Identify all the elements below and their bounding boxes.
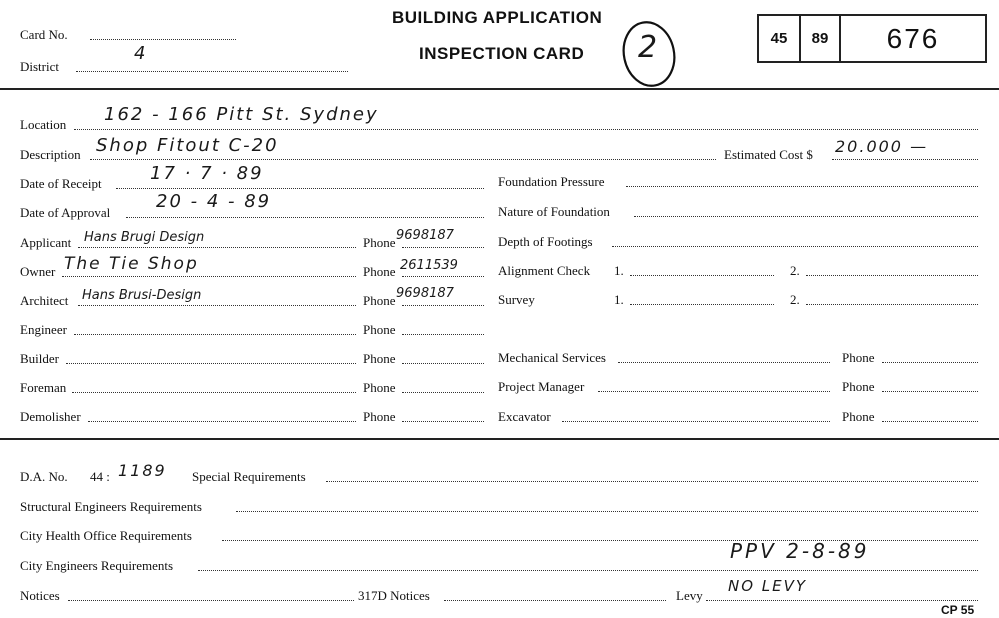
builder-phone-line: [402, 363, 484, 364]
excavator-line: [562, 421, 830, 422]
applicant-label: Applicant: [20, 235, 72, 250]
card-number-box: [757, 14, 987, 63]
title-line-2: INSPECTION CARD: [419, 44, 585, 63]
excavator-phone-label: Phone: [842, 409, 875, 424]
mechanical-services-line: [618, 362, 830, 363]
foreman-phone-label: Phone: [363, 380, 396, 395]
engineer-label: Engineer: [20, 322, 67, 337]
foreman-line: [72, 392, 356, 393]
applicant-phone-label: Phone: [363, 235, 396, 250]
owner-line: [62, 276, 356, 277]
applicant-phone-value: 9698187: [396, 228, 454, 243]
city-engineers-value: PPV 2-8-89: [730, 539, 870, 563]
notices-label: Notices: [20, 588, 60, 603]
structural-engineers-label: Structural Engineers Requirements: [20, 499, 202, 514]
location-label: Location: [20, 117, 67, 132]
applicant-value: Hans Brugi Design: [84, 230, 205, 245]
special-requirements-label: Special Requirements: [192, 469, 306, 484]
date-of-receipt-label: Date of Receipt: [20, 176, 102, 191]
card-number-part-1: 45: [770, 30, 788, 47]
card-number-part-3: 676: [886, 22, 940, 54]
survey-num-1: 1.: [614, 292, 624, 307]
city-engineers-label: City Engineers Requirements: [20, 558, 174, 573]
description-line: [90, 159, 716, 160]
owner-phone-label: Phone: [363, 264, 396, 279]
estimated-cost-value: 20.000 —: [835, 137, 929, 156]
alignment-check-label: Alignment Check: [498, 263, 591, 278]
excavator-label: Excavator: [498, 409, 551, 424]
demolisher-phone-label: Phone: [363, 409, 396, 424]
foreman-label: Foreman: [20, 380, 67, 395]
survey-label: Survey: [498, 292, 535, 307]
city-health-label: City Health Office Requirements: [20, 528, 192, 543]
foundation-pressure-line: [626, 186, 978, 187]
levy-value: NO LEVY: [728, 577, 808, 595]
district-line: [76, 71, 348, 72]
da-no-label: D.A. No.: [20, 469, 68, 484]
owner-phone-line: [402, 276, 484, 277]
form-code: CP 55: [941, 603, 975, 617]
district-label: District: [20, 59, 59, 74]
alignment-check-num-1: 1.: [614, 263, 624, 278]
demolisher-label: Demolisher: [20, 409, 81, 424]
engineer-line: [74, 334, 356, 335]
mechanical-phone-label: Phone: [842, 350, 875, 365]
circled-mark-text: 2: [638, 30, 660, 65]
header-divider: [0, 88, 999, 90]
mechanical-services-label: Mechanical Services: [498, 350, 606, 365]
notices-line: [68, 600, 354, 601]
excavator-phone-line: [882, 421, 978, 422]
levy-line: [706, 600, 978, 601]
levy-label: Levy: [676, 588, 703, 603]
structural-engineers-line: [236, 511, 978, 512]
architect-phone-line: [402, 305, 484, 306]
architect-line: [78, 305, 356, 306]
notices-317d-line: [444, 600, 666, 601]
estimated-cost-line: [832, 159, 978, 160]
builder-phone-label: Phone: [363, 351, 396, 366]
description-value: Shop Fitout C-20: [96, 135, 279, 156]
project-manager-line: [598, 391, 830, 392]
engineer-phone-line: [402, 334, 484, 335]
da-no-value: 1189: [118, 461, 167, 480]
special-requirements-line: [326, 481, 978, 482]
date-of-receipt-line: [116, 188, 484, 189]
location-value: 162 - 166 Pitt St. Sydney: [104, 104, 379, 125]
alignment-check-line-2: [806, 275, 978, 276]
project-manager-phone-label: Phone: [842, 379, 875, 394]
survey-num-2: 2.: [790, 292, 800, 307]
architect-phone-value: 9698187: [396, 286, 454, 301]
city-engineers-line: [198, 570, 978, 571]
notices-317d-label: 317D Notices: [358, 588, 430, 603]
mechanical-phone-line: [882, 362, 978, 363]
district-value: 4: [134, 43, 148, 64]
location-line: [74, 129, 978, 130]
owner-phone-value: 2611539: [400, 258, 458, 273]
description-label: Description: [20, 147, 81, 162]
applicant-phone-line: [402, 247, 484, 248]
date-of-approval-value: 20 - 4 - 89: [156, 191, 272, 212]
foundation-pressure-label: Foundation Pressure: [498, 174, 605, 189]
owner-value: The Tie Shop: [64, 254, 199, 274]
demolisher-phone-line: [402, 421, 484, 422]
nature-of-foundation-label: Nature of Foundation: [498, 204, 610, 219]
estimated-cost-label: Estimated Cost $: [724, 147, 813, 162]
circled-mark: [620, 18, 678, 90]
alignment-check-num-2: 2.: [790, 263, 800, 278]
architect-value: Hans Brusi-Design: [82, 288, 202, 303]
demolisher-line: [88, 421, 356, 422]
date-of-receipt-value: 17 · 7 · 89: [150, 163, 264, 184]
da-no-prefix: 44 :: [90, 469, 110, 484]
card-no-label: Card No.: [20, 27, 68, 42]
builder-line: [66, 363, 356, 364]
depth-of-footings-line: [612, 246, 978, 247]
owner-label: Owner: [20, 264, 56, 279]
applicant-line: [78, 247, 356, 248]
alignment-check-line-1: [630, 275, 774, 276]
depth-of-footings-label: Depth of Footings: [498, 234, 593, 249]
card-number-part-2: 89: [811, 30, 829, 47]
survey-line-2: [806, 304, 978, 305]
architect-label: Architect: [20, 293, 69, 308]
architect-phone-label: Phone: [363, 293, 396, 308]
date-of-approval-label: Date of Approval: [20, 205, 111, 220]
date-of-approval-line: [126, 217, 484, 218]
foreman-phone-line: [402, 392, 484, 393]
section-divider: [0, 438, 999, 440]
engineer-phone-label: Phone: [363, 322, 396, 337]
project-manager-phone-line: [882, 391, 978, 392]
builder-label: Builder: [20, 351, 59, 366]
project-manager-label: Project Manager: [498, 379, 585, 394]
nature-of-foundation-line: [634, 216, 978, 217]
card-no-line: [90, 39, 236, 40]
title-line-1: BUILDING APPLICATION: [392, 8, 603, 27]
survey-line-1: [630, 304, 774, 305]
